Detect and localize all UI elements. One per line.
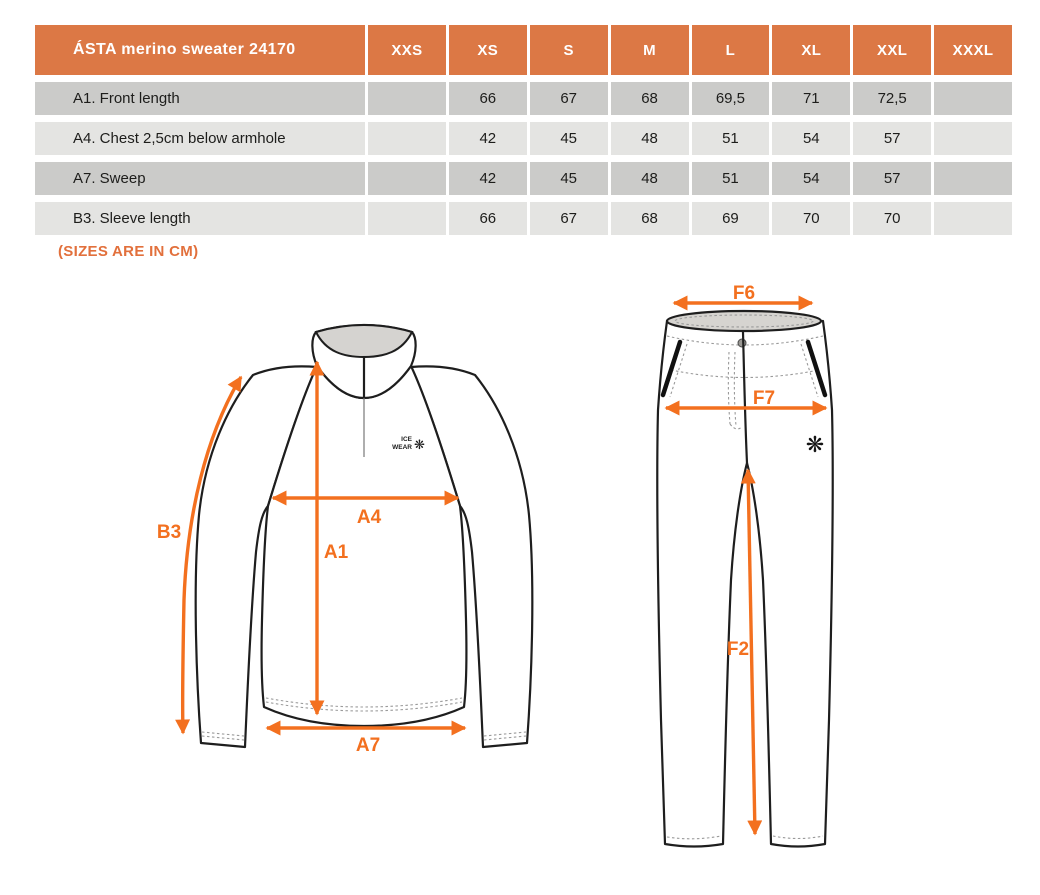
a7-label: A7 (355, 735, 381, 756)
logo-text-line1: ICE (401, 436, 412, 443)
value-cell: 67 (530, 82, 608, 115)
pants-outline (657, 311, 833, 847)
value-cell (368, 162, 446, 195)
value-cell: 66 (449, 202, 527, 235)
size-header-l: L (692, 25, 770, 75)
b3-label: B3 (156, 522, 182, 543)
table-title: ÁSTA merino sweater 24170 (35, 25, 365, 75)
logo-text-line2: WEAR (392, 444, 412, 451)
value-cell: 70 (853, 202, 931, 235)
value-cell (934, 202, 1012, 235)
value-cell: 48 (611, 122, 689, 155)
sweater-outline (196, 325, 533, 747)
waist-button (738, 339, 746, 347)
sizes-in-cm-note: (SIZES ARE IN CM) (58, 243, 199, 260)
row-label-a7: A7. Sweep (35, 162, 365, 195)
f2-label: F2 (726, 639, 750, 660)
value-cell: 45 (530, 122, 608, 155)
value-cell: 42 (449, 122, 527, 155)
value-cell: 48 (611, 162, 689, 195)
size-header-xxl: XXL (853, 25, 931, 75)
value-cell (934, 162, 1012, 195)
size-header-m: M (611, 25, 689, 75)
value-cell: 70 (772, 202, 850, 235)
value-cell: 57 (853, 162, 931, 195)
waist-opening (667, 311, 821, 331)
value-cell: 72,5 (853, 82, 931, 115)
snowflake-icon: ❋ (805, 432, 825, 457)
size-header-xxs: XXS (368, 25, 446, 75)
value-cell: 42 (449, 162, 527, 195)
snowflake-icon: ❋ (414, 437, 425, 452)
value-cell (368, 202, 446, 235)
row-label-a1: A1. Front length (35, 82, 365, 115)
row-label-b3: B3. Sleeve length (35, 202, 365, 235)
pants-measurement-diagram (630, 280, 1040, 880)
size-header-xs: XS (449, 25, 527, 75)
value-cell: 69 (692, 202, 770, 235)
value-cell (934, 122, 1012, 155)
value-cell: 54 (772, 122, 850, 155)
value-cell (934, 82, 1012, 115)
value-cell (368, 82, 446, 115)
value-cell: 54 (772, 162, 850, 195)
value-cell: 67 (530, 202, 608, 235)
size-header-xxxl: XXXL (934, 25, 1012, 75)
size-table (35, 25, 1012, 235)
size-header-xl: XL (772, 25, 850, 75)
a4-label: A4 (356, 507, 382, 528)
value-cell: 69,5 (692, 82, 770, 115)
a1-label: A1 (323, 542, 349, 563)
value-cell: 57 (853, 122, 931, 155)
value-cell: 66 (449, 82, 527, 115)
value-cell: 51 (692, 122, 770, 155)
row-label-a4: A4. Chest 2,5cm below armhole (35, 122, 365, 155)
value-cell: 51 (692, 162, 770, 195)
value-cell: 71 (772, 82, 850, 115)
value-cell: 45 (530, 162, 608, 195)
value-cell (368, 122, 446, 155)
value-cell: 68 (611, 202, 689, 235)
f7-label: F7 (752, 388, 776, 409)
sweater-measurement-diagram (140, 280, 580, 780)
value-cell: 68 (611, 82, 689, 115)
f6-label: F6 (732, 283, 756, 304)
size-header-s: S (530, 25, 608, 75)
